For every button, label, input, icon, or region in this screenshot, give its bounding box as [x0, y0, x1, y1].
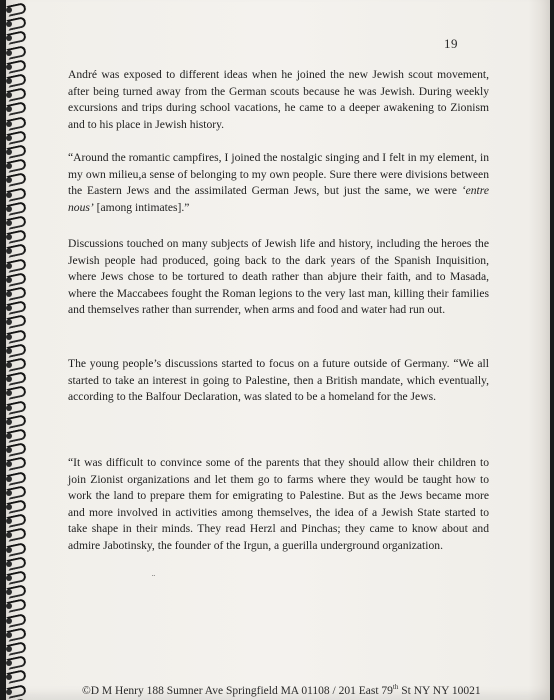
binding-coil [6, 87, 27, 102]
page-number: 19 [444, 36, 458, 51]
binding-coil [6, 528, 27, 543]
binding-coil [6, 272, 27, 287]
footer-superscript: th [392, 683, 399, 691]
binding-coil [6, 684, 27, 699]
binding-coil [6, 442, 27, 457]
binding-coil [6, 584, 27, 599]
binding-coil [6, 386, 27, 401]
binding-coil [6, 102, 27, 117]
paragraph-5: “It was difficult to convince some of the parents that they should allow their children to join Zionist organizations and let them go to farms where they would be taught how to work the land to prepare them for emigrating to Palestine. But as the Jews became more and more involved in activities among themselves, the idea of a Jewish State started to take shape in their minds. They read Herzl and Pinchas; they came to know about and admire Jabotinsky, the founder of the Irgun, a guerilla underground organization. [68, 456, 489, 552]
document-page [6, 0, 550, 700]
binding-coil [6, 485, 27, 500]
binding-coil [6, 556, 27, 571]
binding-coil [6, 655, 27, 670]
binding-coil [6, 244, 27, 259]
binding-coil [6, 16, 27, 31]
paragraph-4: The young people’s discussions started to focus on a future outside of Germany. “We all started to take an interest in going to Palestine, then a British mandate, which eventually, according to the Balfour Declaration, was slated to be a homeland for the Jews. [68, 357, 489, 404]
binding-coil [6, 371, 27, 386]
binding-coil [6, 570, 27, 585]
binding-coil [6, 357, 27, 372]
binding-coil [6, 130, 27, 145]
binding-coil [6, 315, 27, 330]
binding-coil [6, 229, 27, 244]
binding-coil [6, 343, 27, 358]
binding-coil [6, 670, 27, 685]
paragraph-2-italic: ‘entre nous’ [68, 184, 489, 214]
footer-text-end: St NY NY 10021 [398, 684, 481, 697]
paragraph-3: Discussions touched on many subjects of Jewish life and history, including the heroes the Jewish people had produced, going back to the dark years of the Spanish Inquisition, where Jews chose to be tortured to death rather than abjure their faith, and to Masada, where the Maccabees fought the Roman legions to the very last man, killing their families and themselves rather than surrender, when arms and food and water had run out. [68, 237, 489, 317]
binding-coil [6, 513, 27, 528]
binding-coil [6, 300, 27, 315]
binding-coil [6, 158, 27, 173]
binding-coil [6, 286, 27, 301]
paragraph-2-text-end: [among intimates].” [93, 200, 190, 214]
binding-coil [6, 428, 27, 443]
binding-coil [6, 187, 27, 202]
spiral-binding [6, 0, 30, 700]
binding-coil [6, 400, 27, 415]
paragraph-2 [68, 150, 489, 216]
binding-coil [6, 173, 27, 188]
binding-coil [6, 627, 27, 642]
binding-coil [6, 471, 27, 486]
binding-coil [6, 144, 27, 159]
binding-coil [6, 201, 27, 216]
binding-coil [6, 2, 27, 17]
binding-coil [6, 641, 27, 656]
binding-coil [6, 414, 27, 429]
binding-coil [6, 457, 27, 472]
footer-text: ©D M Henry 188 Sumner Ave Springfield MA 01108 / 201 East 79 [82, 684, 393, 697]
binding-coil [6, 116, 27, 131]
binding-coil [6, 542, 27, 557]
binding-coil [6, 329, 27, 344]
paragraph-2-text: “Around the romantic campfires, I joined the nostalgic singing and I felt in my element, in my own milieu,a sense of belonging to my own people. Sure there were divisions between the Eastern Jews and the assimilated German Jews, but just the same, we were [68, 151, 489, 198]
paragraph-1: André was exposed to different ideas when he joined the new Jewish scout movement, after being turned away from the German scouts because he was Jewish. During weekly excursions and trips during school vacations, he came to a deeper awakening to Zionism and to his place in Jewish history. [68, 68, 489, 131]
binding-coil [6, 59, 27, 74]
page-footer [82, 683, 502, 697]
binding-coil [6, 613, 27, 628]
binding-coil [6, 73, 27, 88]
binding-coil [6, 215, 27, 230]
stray-mark: ¨ [152, 573, 155, 583]
binding-coil [6, 258, 27, 273]
binding-coil [6, 45, 27, 60]
binding-coil [6, 499, 27, 514]
binding-coil [6, 31, 27, 46]
binding-coil [6, 599, 27, 614]
